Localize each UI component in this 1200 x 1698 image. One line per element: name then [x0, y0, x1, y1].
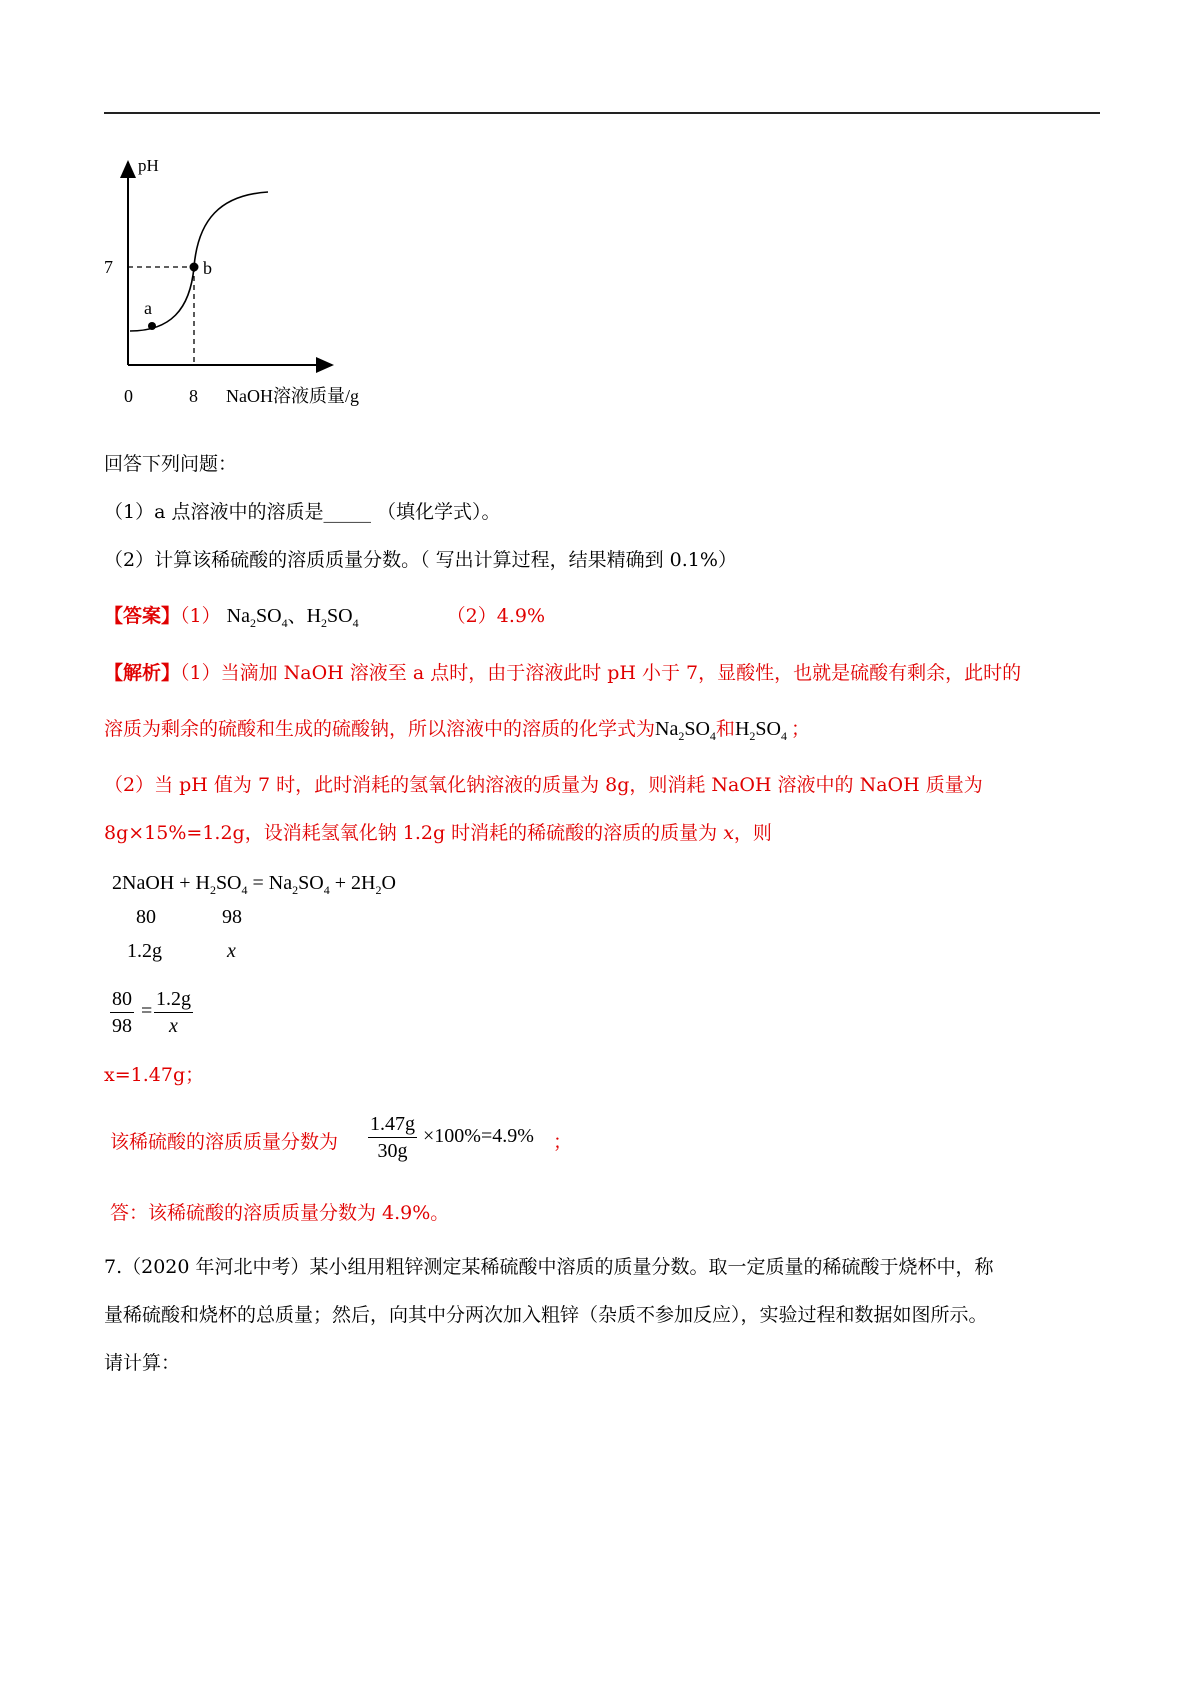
molar-mass-naoh: 80: [136, 906, 156, 928]
molar-mass-h2so4: 98: [222, 906, 242, 928]
question-7-line-3: 请计算：: [104, 1352, 181, 1374]
x-axis-label: NaOH溶液质量/g: [226, 386, 359, 406]
point-b-label: b: [203, 258, 212, 278]
question-2: （2）计算该稀硫酸的溶质质量分数。（ 写出计算过程，结果精确到 0.1%）: [104, 549, 737, 571]
mass-h2so4: x: [227, 940, 236, 962]
analysis-line-3: （2）当 pH 值为 7 时，此时消耗的氢氧化钠溶液的质量为 8g，则消耗 NaOH 溶液中的 NaOH 质量为: [104, 774, 983, 796]
chemical-equation: 2NaOH + $H_2SO_4 = Na_2SO_4 + 2H_2O$: [112, 872, 396, 897]
answer-tag: 【答案】: [104, 605, 181, 627]
ratio-left-fraction: 80 98: [112, 988, 132, 1037]
analysis-line-1: 【解析】（1）当滴加 NaOH 溶液至 a 点时，由于溶液此时 pH 小于 7，显酸性，也就是硫酸有剩余，此时的: [104, 662, 1022, 684]
fraction-line-prefix: 该稀硫酸的溶质质量分数为: [110, 1131, 339, 1153]
answer-part1: （1）: [180, 605, 221, 627]
point-b: [190, 263, 199, 272]
analysis-line-4: 8g×15%=1.2g，设消耗氢氧化钠 1.2g 时消耗的稀硫酸的溶质的质量为 x，则: [104, 822, 772, 844]
ratio-equals: =: [141, 1000, 153, 1022]
formula-na2so4: $Na_2SO_4$: [226, 605, 288, 630]
x-tick-8: 8: [189, 386, 198, 406]
answer-part2: （2）4.9%: [446, 605, 546, 627]
result-x: x=1.47g；: [104, 1064, 205, 1086]
final-answer: 答：该稀硫酸的溶质质量分数为 4.9%。: [110, 1202, 450, 1224]
answer-separator: 、: [287, 605, 307, 627]
percent-result: ×100%=4.9%: [423, 1125, 534, 1147]
ph-curve-chart: [100, 150, 400, 420]
origin-label: 0: [124, 386, 133, 406]
question-7-line-1: 7.（2020 年河北中考）某小组用粗锌测定某稀硫酸中溶质的质量分数。取一定质量的稀硫酸于烧杯中，称: [104, 1256, 994, 1278]
analysis-tag: 【解析】: [104, 662, 181, 684]
formula-na2so4-b: $Na_2SO_4$: [655, 718, 716, 743]
question-1: （1）a 点溶液中的溶质是_____ （填化学式）。: [104, 501, 501, 523]
questions-intro: 回答下列问题：: [104, 453, 238, 475]
analysis-line-2: 溶质为剩余的硫酸和生成的硫酸钠，所以溶液中的溶质的化学式为$Na_2SO_4$和$H_2SO_4$ ；: [104, 718, 810, 743]
formula-h2so4-b: $H_2SO_4$: [734, 718, 787, 743]
fraction-line-end: ；: [553, 1131, 573, 1153]
mass-naoh: 1.2g: [127, 940, 162, 962]
point-a-label: a: [144, 298, 152, 318]
answer-line: [104, 601, 545, 631]
question-7-line-2: 量稀硫酸和烧杯的总质量；然后，向其中分两次加入粗锌（杂质不参加反应），实验过程和数据如图所示。: [104, 1304, 988, 1326]
mass-fraction: 1.47g 30g: [370, 1113, 415, 1162]
y-tick-7: 7: [104, 257, 113, 277]
point-a: [148, 322, 156, 330]
ratio-right-fraction: 1.2g x: [156, 988, 191, 1037]
formula-h2so4: $H_2SO_4$: [306, 605, 359, 630]
header-rule: [104, 112, 1100, 114]
y-axis-label: pH: [138, 156, 159, 175]
